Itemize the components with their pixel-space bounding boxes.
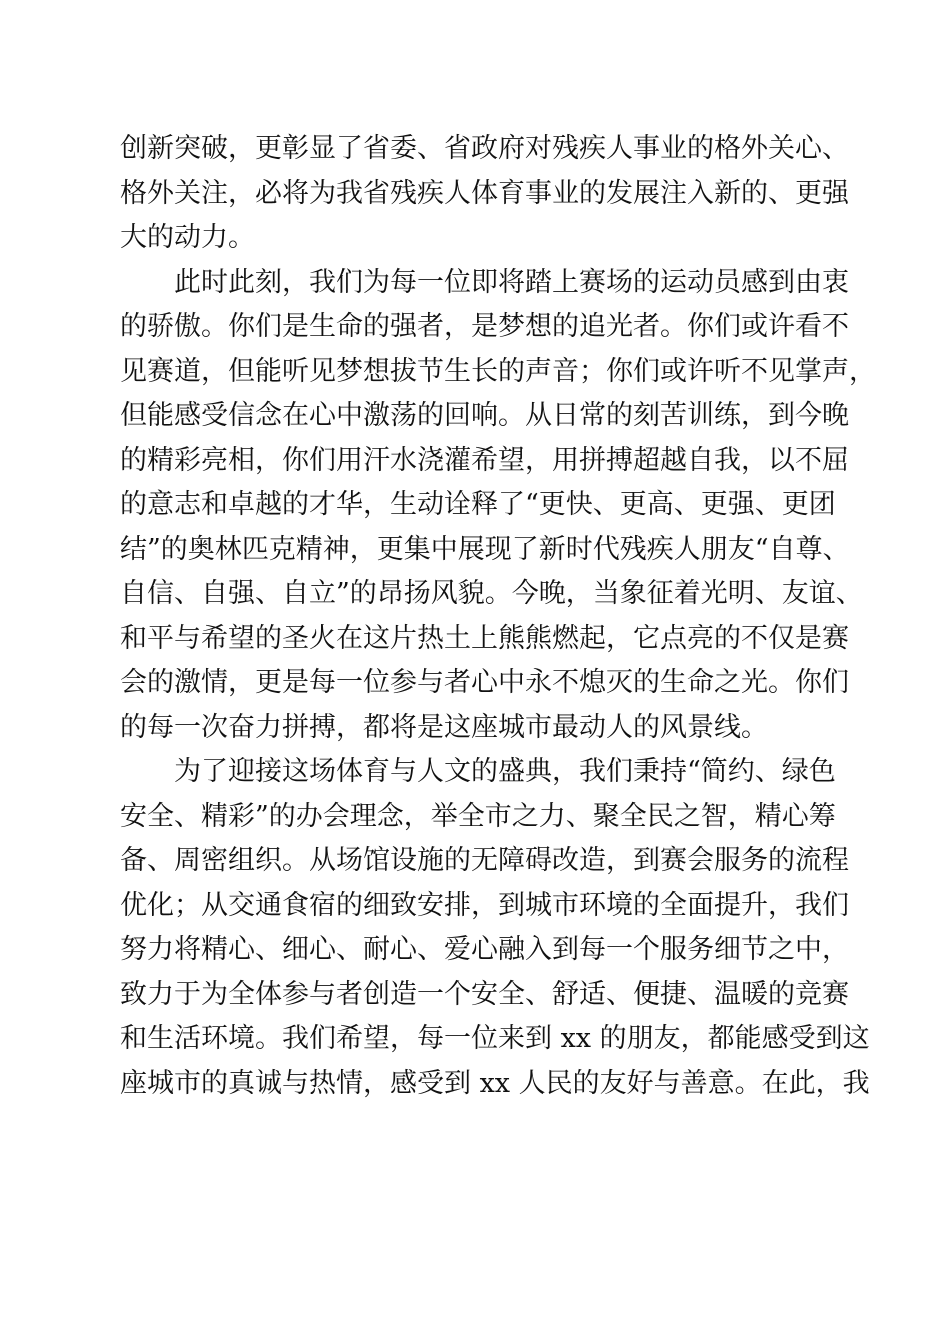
text-line: 自信、自强、自立”的昂扬风貌。今晚，当象征着光明、友谊、 — [120, 578, 863, 609]
text-line: 创新突破，更彰显了省委、省政府对残疾人事业的格外关心、 — [120, 133, 849, 164]
text-line: 见赛道，但能听见梦想拔节生长的声音；你们或许听不见掌声， — [120, 355, 876, 387]
text-line: 的意志和卓越的才华，生动诠释了“更快、更高、更强、更团 — [120, 489, 836, 520]
text-line: 优化；从交通食宿的细致安排，到城市环境的全面提升，我们 — [120, 889, 849, 921]
document-body — [120, 127, 876, 1106]
text-line: 的骄傲。你们是生命的强者，是梦想的追光者。你们或许看不 — [120, 311, 849, 342]
text-line: 的每一次奋力拼搏，都将是这座城市最动人的风景线。 — [120, 711, 768, 743]
text-line: 的精彩亮相，你们用汗水浇灌希望，用拼搏超越自我，以不屈 — [120, 444, 849, 476]
paragraph-first-line: 此时此刻，我们为每一位即将踏上赛场的运动员感到由衷 — [174, 266, 849, 298]
text-line: 安全、精彩”的办会理念，举全市之力、聚全民之智，精心筹 — [120, 800, 836, 832]
text-line: 座城市的真诚与热情，感受到 xx 人民的友好与善意。在此，我 — [120, 1067, 870, 1099]
text-line: 努力将精心、细心、耐心、爱心融入到每一个服务细节之中， — [120, 934, 849, 965]
text-line: 和生活环境。我们希望，每一位来到 xx 的朋友，都能感受到这 — [120, 1023, 870, 1054]
text-line: 大的动力。 — [120, 222, 255, 253]
text-line: 结”的奥林匹克精神，更集中展现了新时代残疾人朋友“自尊、 — [120, 533, 850, 565]
paragraph-first-line: 为了迎接这场体育与人文的盛典，我们秉持“简约、绿色 — [174, 756, 836, 787]
text-line: 格外关注，必将为我省残疾人体育事业的发展注入新的、更强 — [120, 177, 849, 209]
text-line: 致力于为全体参与者创造一个安全、舒适、便捷、温暖的竞赛 — [120, 978, 849, 1010]
text-line: 会的激情，更是每一位参与者心中永不熄灭的生命之光。你们 — [120, 667, 849, 698]
text-line: 备、周密组织。从场馆设施的无障碍改造，到赛会服务的流程 — [120, 845, 849, 876]
text-line: 和平与希望的圣火在这片热土上熊熊燃起，它点亮的不仅是赛 — [120, 622, 849, 654]
text-line: 但能感受信念在心中激荡的回响。从日常的刻苦训练，到今晚 — [120, 400, 849, 431]
